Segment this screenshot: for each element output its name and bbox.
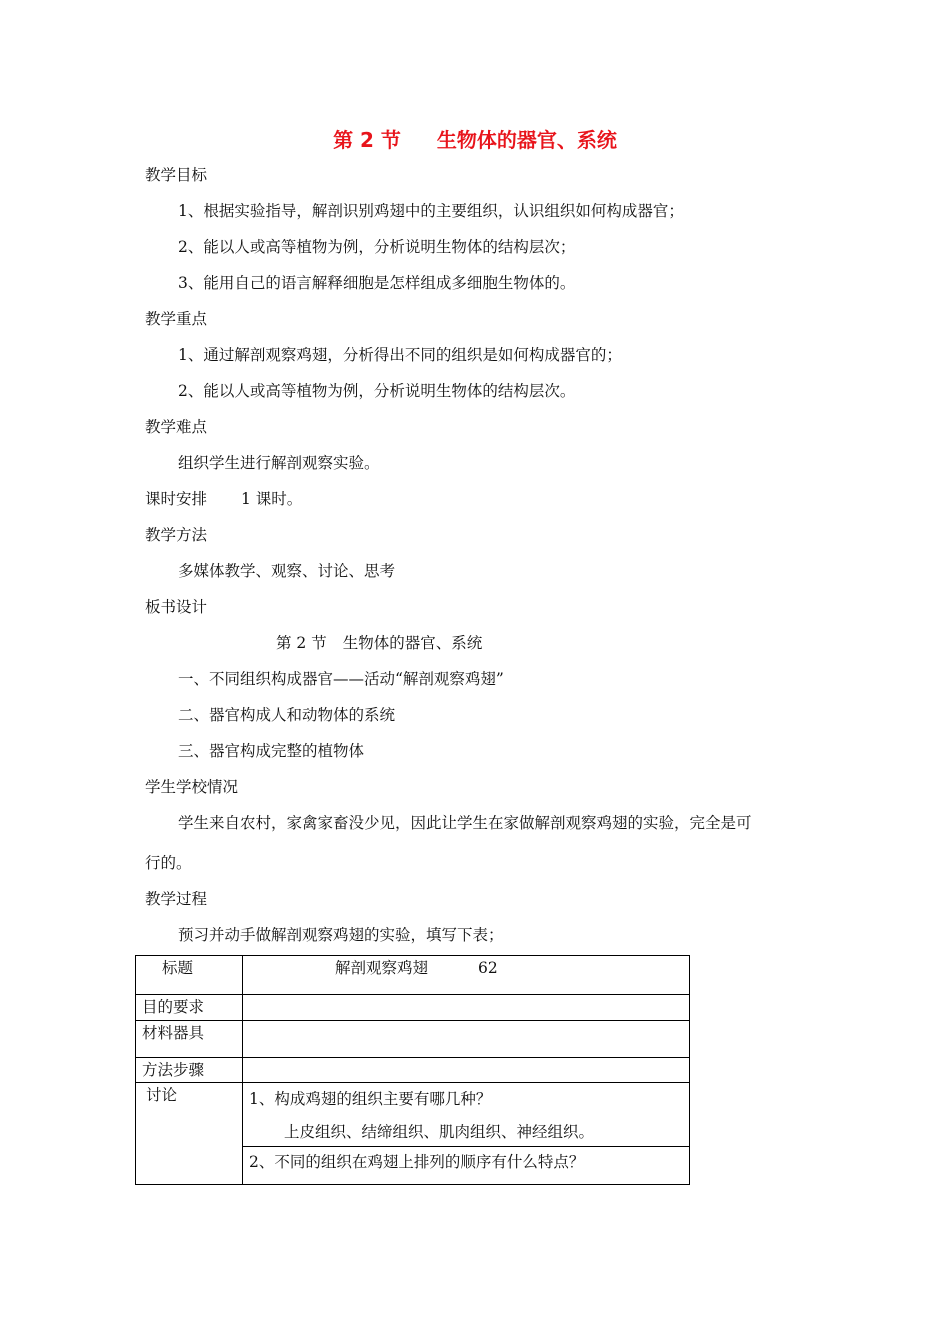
methods-text: 多媒体教学、观察、讨论、思考 bbox=[178, 562, 396, 580]
schedule-line bbox=[145, 487, 302, 509]
table-row bbox=[136, 1058, 690, 1083]
schedule-value: 1 课时。 bbox=[241, 490, 303, 508]
board-subtitle bbox=[276, 631, 482, 653]
row-label-materials: 材料器具 bbox=[136, 1021, 243, 1058]
row-label-discussion: 讨论 bbox=[136, 1083, 243, 1185]
row-label-title: 标题 bbox=[136, 956, 243, 995]
table-row bbox=[136, 1083, 690, 1147]
discussion-question-1: 1、构成鸡翅的组织主要有哪几种？ bbox=[249, 1090, 492, 1108]
schedule-label: 课时安排 bbox=[145, 490, 208, 508]
experiment-table bbox=[135, 955, 690, 1185]
page-title bbox=[0, 124, 950, 153]
row-value-materials bbox=[243, 1021, 690, 1058]
table-row bbox=[136, 1021, 690, 1058]
key-points-heading: 教学重点 bbox=[145, 310, 208, 328]
row-label-steps: 方法步骤 bbox=[136, 1058, 243, 1083]
students-text-line: 学生来自农村，家禽家畜没少见，因此让学生在家做解剖观察鸡翅的实验，完全是可 bbox=[178, 814, 752, 832]
key-point-item: 2、能以人或高等植物为例，分析说明生物体的结构层次。 bbox=[178, 382, 576, 400]
discussion-q2-cell bbox=[243, 1147, 690, 1185]
board-subtitle-section: 第 2 节 bbox=[276, 634, 327, 652]
page-number: 62 bbox=[478, 959, 498, 977]
process-intro: 预习并动手做解剖观察鸡翅的实验，填写下表； bbox=[178, 926, 504, 944]
row-label-goal: 目的要求 bbox=[136, 995, 243, 1021]
objective-item: 3、能用自己的语言解释细胞是怎样组成多细胞生物体的。 bbox=[178, 274, 576, 292]
discussion-question-2: 2、不同的组织在鸡翅上排列的顺序有什么特点？ bbox=[249, 1153, 585, 1171]
difficulty-text: 组织学生进行解剖观察实验。 bbox=[178, 454, 380, 472]
objectives-heading: 教学目标 bbox=[145, 166, 208, 184]
title-name: 生物体的器官、系统 bbox=[436, 128, 617, 152]
methods-heading: 教学方法 bbox=[145, 526, 208, 544]
board-heading: 板书设计 bbox=[145, 598, 208, 616]
board-subtitle-name: 生物体的器官、系统 bbox=[342, 634, 483, 652]
students-text-line: 行的。 bbox=[145, 854, 192, 872]
process-heading: 教学过程 bbox=[145, 890, 208, 908]
row-value-steps bbox=[243, 1058, 690, 1083]
table-row bbox=[136, 956, 690, 995]
table-row bbox=[136, 995, 690, 1021]
board-item: 一、不同组织构成器官——活动“解剖观察鸡翅” bbox=[178, 670, 504, 688]
key-point-item: 1、通过解剖观察鸡翅，分析得出不同的组织是如何构成器官的； bbox=[178, 346, 622, 364]
row-value-title bbox=[243, 956, 690, 995]
experiment-name: 解剖观察鸡翅 bbox=[335, 959, 429, 977]
title-section: 第 2 节 bbox=[333, 128, 401, 152]
objective-item: 2、能以人或高等植物为例，分析说明生物体的结构层次； bbox=[178, 238, 576, 256]
objective-item: 1、根据实验指导，解剖识别鸡翅中的主要组织，认识组织如何构成器官； bbox=[178, 202, 684, 220]
students-heading: 学生学校情况 bbox=[145, 778, 239, 796]
row-value-goal bbox=[243, 995, 690, 1021]
discussion-answer-1: 上皮组织、结缔组织、肌肉组织、神经组织。 bbox=[284, 1123, 595, 1141]
difficulty-heading: 教学难点 bbox=[145, 418, 208, 436]
board-item: 三、器官构成完整的植物体 bbox=[178, 742, 365, 760]
discussion-q1-cell bbox=[243, 1083, 690, 1147]
board-item: 二、器官构成人和动物体的系统 bbox=[178, 706, 396, 724]
